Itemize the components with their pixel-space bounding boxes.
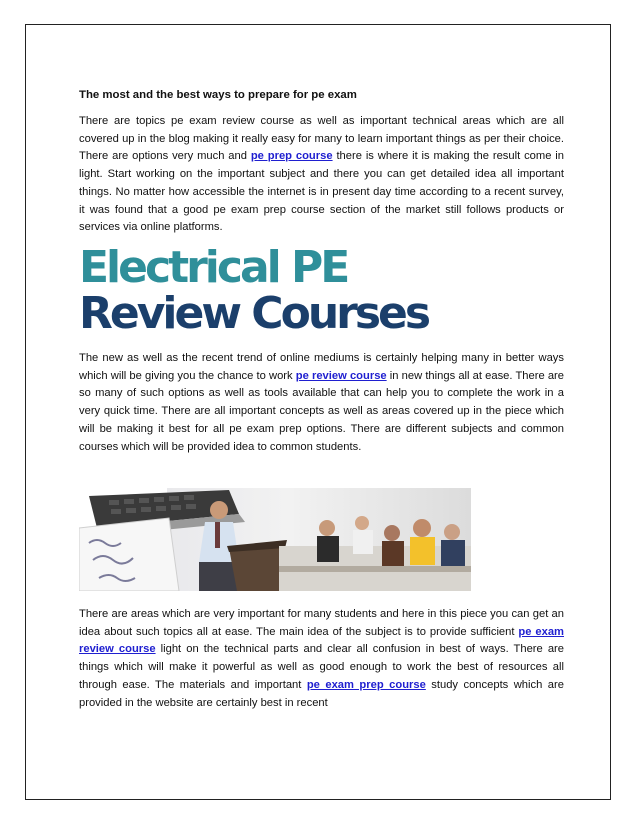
paragraph-2 — [79, 350, 564, 456]
paragraph-1-text-b: there is where it is making the result come in light. Start working on the important subject and there you can get detailed idea all important things. No matter how accessible the internet is in present day time according to a recent survey, it was found that a good pe exam prep course section of the market still follows products or services via online platforms. — [79, 150, 565, 234]
logo-line-2: Review Courses — [79, 288, 429, 339]
pe-exam-review-course-link[interactable]: pe exam review course — [79, 625, 564, 656]
document-body — [79, 88, 565, 709]
pe-exam-prep-course-link[interactable]: pe exam prep course — [306, 678, 426, 691]
paragraph-1-text-a: There are topics pe exam review course as well as important technical areas which are all covered up in the blog making it really easy for many to learn important things as per their choice. There are options very much and — [79, 115, 564, 163]
paragraph-2-text-b: in new things all at ease. There are so many of such options as well as tools available that can help you to complete the work in a very quick time. There are all important concepts as well as areas covered up in the piece which will be making it best for all pe exam prep options. There are different subjects and common courses which will be provided idea to common students. — [79, 369, 564, 453]
pe-review-course-link[interactable]: pe review course — [295, 369, 387, 382]
electrical-pe-logo — [79, 242, 479, 341]
worksheet-graphic — [79, 518, 179, 591]
paragraph-1 — [79, 113, 564, 237]
paragraph-3 — [79, 606, 564, 712]
paragraph-2-text-a: The new as well as the recent trend of online mediums is certainly helping many in better ways which will be giving you the chance to work — [79, 352, 564, 382]
paragraph-3-text-c: study concepts which are provided in the website are certainly best in recent — [79, 678, 564, 709]
paragraph-3-text-b: light on the technical parts and clear all confusion in best of ways. There are things which will make it powerful as well as good enough to work the best of resources all through ease. The materials and important — [79, 643, 564, 691]
logo-line-1: Electrical PE — [79, 242, 348, 293]
paragraph-3-text-a: There are areas which are very important for many students and here in this piece you can get an idea about such topics all at ease. The main idea of the subject is to provide sufficient — [79, 608, 564, 638]
pe-prep-course-link[interactable]: pe prep course — [250, 150, 333, 163]
classroom-photo — [79, 488, 471, 591]
classroom-illustration — [79, 488, 471, 591]
page-title: The most and the best ways to prepare for pe exam — [79, 89, 357, 101]
